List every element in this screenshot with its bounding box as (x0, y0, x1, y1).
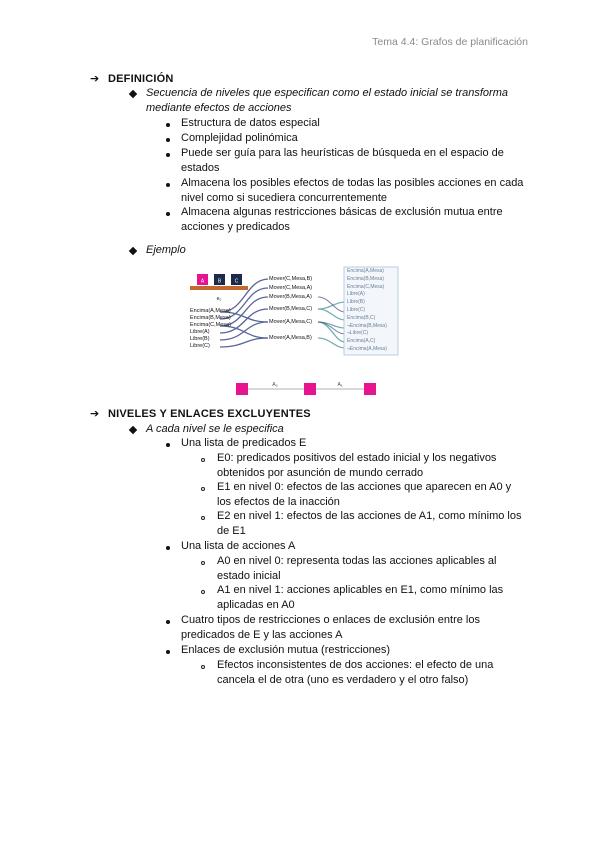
arrow-icon: ➔ (90, 73, 100, 85)
diamond-bullet-icon (129, 247, 137, 255)
circle-bullet-icon (201, 665, 205, 669)
e0-predicate: Libre(B) (190, 336, 210, 342)
bullet-dot-icon (166, 183, 170, 187)
e1-predicate-list (347, 268, 387, 354)
bullet-dot-icon (166, 123, 170, 127)
arrow-icon: ➔ (90, 408, 100, 420)
sub-bullet-text: cancela el de otra (uno es verdadero y el otro falso) (217, 674, 469, 686)
sub-bullet-text: de E1 (217, 525, 246, 537)
bullet-dot-icon (166, 650, 170, 654)
e1-predicate: Encima(A,Mesa) (347, 268, 384, 274)
diamond-bullet-icon (129, 90, 137, 98)
sub-bullet-text: obtenidos por asunción de mundo cerrado (217, 467, 424, 479)
block-a-label: A (200, 278, 205, 285)
circle-bullet-icon (201, 487, 205, 491)
edges-a0-e1 (318, 302, 345, 348)
sub-bullet-text: estado inicial (217, 570, 281, 582)
bullet-text: Cuatro tipos de restricciones o enlaces de exclusión entre los (181, 614, 480, 626)
e1-predicate: Libre(C) (347, 306, 366, 313)
a0-action: Mover(A,Mesa,B) (269, 335, 312, 341)
a0-action: Mover(C,Mesa,B) (269, 276, 313, 282)
sub-bullet-text: E2 en nivel 1: efectos de las acciones de A1, como mínimo los (217, 510, 522, 522)
bullet-text: estados (181, 162, 220, 174)
state-label: e₀ (216, 296, 222, 302)
definition-text-line1: Secuencia de niveles que especifican como el estado inicial se transforma (146, 87, 508, 99)
bullet-dot-icon (166, 212, 170, 216)
sub-bullet-text: A0 en nivel 0: representa todas las acciones aplicables al (217, 555, 497, 567)
bullet-text: Complejidad polinómica (181, 132, 298, 144)
block-b-label: B (217, 278, 222, 285)
e1-predicate: Encima(B,Mesa) (347, 275, 384, 282)
e0-predicate: Encima(A,Mesa) (190, 308, 231, 314)
chain-label-a1: A₁ (337, 382, 343, 388)
a0-action-list (269, 275, 312, 302)
chain-label-a0: A₀ (272, 382, 278, 388)
e1-predicate: ¬Libre(C) (347, 330, 368, 337)
e0-predicate: Encima(B,Mesa) (190, 315, 231, 321)
e1-predicate: Encima(A,C) (347, 338, 376, 345)
bullet-text: Estructura de datos especial (181, 117, 320, 129)
e1-predicate: Encima(C,Mesa) (347, 283, 385, 290)
e1-predicate: ¬Encima(A,Mesa) (347, 345, 387, 352)
state-node-e2-icon (364, 383, 376, 395)
diamond-bullet-icon (129, 426, 137, 434)
a0-action: Mover(A,Mesa,C) (269, 319, 313, 325)
sub-bullet-text: Efectos inconsistentes de dos acciones: el efecto de una (217, 659, 494, 671)
bullet-dot-icon (166, 620, 170, 624)
sub-bullet-text: los efectos de la inacción (217, 496, 340, 508)
bullet-text: Almacena los posibles efectos de todas las posibles acciones en cada (181, 177, 524, 189)
circle-bullet-icon (201, 590, 205, 594)
circle-bullet-icon (201, 561, 205, 565)
bullet-text: Enlaces de exclusión mutua (restricciones) (181, 644, 391, 656)
bullet-text: Una lista de predicados E (181, 437, 307, 449)
e1-predicate: Libre(B) (347, 299, 365, 306)
section-title-text: DEFINICIÓN (108, 73, 174, 85)
example-label: Ejemplo (146, 244, 186, 256)
sub-bullet-text: A1 en nivel 1: acciones aplicables en E1, como mínimo las (217, 584, 504, 596)
bullet-text: Almacena algunas restricciones básicas de exclusión mutua entre (181, 206, 503, 218)
a0-action: Mover(B,Mesa,C) (269, 306, 313, 312)
bullet-text: nivel como si sucediera concurrentemente (181, 192, 388, 204)
a0-action: Mover(B,Mesa,A) (269, 294, 312, 300)
bullet-text: Una lista de acciones A (181, 540, 296, 552)
section-definicion-title (90, 72, 174, 85)
table-icon (190, 286, 248, 290)
bullet-dot-icon (166, 138, 170, 142)
bullet-text: acciones y predicados (181, 221, 290, 233)
state-node-e1-icon (304, 383, 316, 395)
e0-predicate: Encima(C,Mesa) (190, 322, 231, 328)
sub-bullet-text: E1 en nivel 0: efectos de las acciones que aparecen en A0 y (217, 481, 512, 493)
e0-predicate: Libre(C) (190, 343, 210, 349)
block-c-label: C (234, 278, 239, 285)
bullet-text: Puede ser guía para las heurísticas de búsqueda en el espacio de (181, 147, 504, 159)
definition-text-line2: mediante efectos de acciones (146, 102, 292, 114)
e1-predicate: Libre(A) (347, 291, 365, 298)
section-title-text: NIVELES Y ENLACES EXCLUYENTES (108, 408, 311, 420)
sub-bullet-text: E0: predicados positivos del estado inicial y los negativos (217, 452, 497, 464)
a0-action: Mover(C,Mesa,A) (269, 285, 313, 291)
level-chain-figure (230, 378, 380, 400)
circle-bullet-icon (201, 458, 205, 462)
e0-predicate: Libre(A) (190, 329, 210, 335)
section2-intro: A cada nivel se le especifica (146, 423, 284, 435)
planning-graph-figure (190, 262, 430, 362)
section-niveles-title (90, 407, 311, 420)
e1-predicate: Encima(B,C) (347, 314, 376, 321)
level-chain-svg (230, 378, 380, 400)
bullet-dot-icon (166, 546, 170, 550)
bullet-dot-icon (166, 153, 170, 157)
e1-predicate: ¬Encima(B,Mesa) (347, 322, 387, 329)
bullet-text: predicados de E y las acciones A (181, 629, 343, 641)
state-node-e0-icon (236, 383, 248, 395)
circle-bullet-icon (201, 516, 205, 520)
e0-predicate-list (190, 308, 231, 350)
page-header: Tema 4.4: Grafos de planificación (372, 36, 528, 48)
bullet-dot-icon (166, 443, 170, 447)
sub-bullet-text: aplicadas en A0 (217, 599, 295, 611)
